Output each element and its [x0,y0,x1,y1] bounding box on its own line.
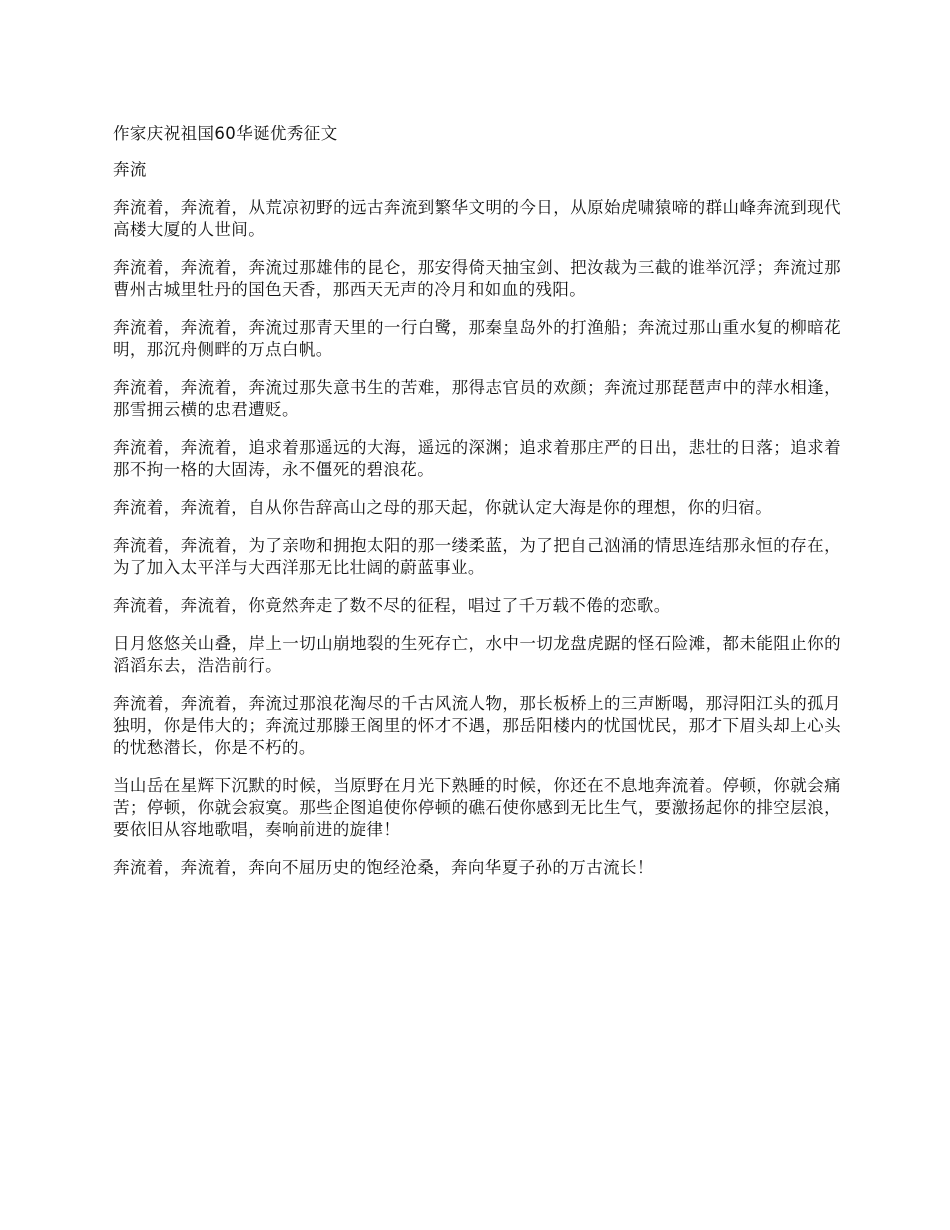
paragraph: 奔流着，奔流着，你竟然奔走了数不尽的征程，唱过了千万载不倦的恋歌。 [113,596,671,615]
paragraph: 当山岳在星辉下沉默的时候，当原野在月光下熟睡的时候，你还在不息地奔流着。停顿，你就会痛苦；停顿，你就会寂寞。那些企图追使你停顿的礁石使你感到无比生气，要激扬起你的排空层浪，要依旧从容地歌唱，奏响前进的旋律！ [113,776,841,839]
paragraph: 奔流着，奔流着，从荒凉初野的远古奔流到繁华文明的今日，从原始虎啸猿啼的群山峰奔流到现代高楼大厦的人世间。 [113,198,841,239]
paragraph: 奔流着，奔流着，奔向不屈历史的饱经沧桑，奔向华夏子孙的万古流长！ [113,858,654,877]
paragraph: 奔流着，奔流着，为了亲吻和拥抱太阳的那一缕柔蓝，为了把自己汹涌的情思连结那永恒的存在，为了加入太平洋与大西洋那无比壮阔的蔚蓝事业。 [113,536,841,577]
document-subtitle: 奔流 [113,160,147,179]
paragraph: 日月悠悠关山叠，岸上一切山崩地裂的生死存亡，水中一切龙盘虎踞的怪石险滩，都未能阻止你的滔滔东去，浩浩前行。 [113,634,841,675]
paragraph: 奔流着，奔流着，追求着那遥远的大海，遥远的深渊；追求着那庄严的日出，悲壮的日落；追求着那不拘一格的大固涛，永不僵死的碧浪花。 [113,438,841,479]
paragraph: 奔流着，奔流着，奔流过那雄伟的昆仑，那安得倚天抽宝剑、把汝裁为三截的谁举沉浮；奔流过那曹州古城里牡丹的国色天香，那西天无声的冷月和如血的残阳。 [113,258,841,299]
paragraph: 奔流着，奔流着，奔流过那青天里的一行白鹭，那秦皇岛外的打渔船；奔流过那山重水复的柳暗花明，那沉舟侧畔的万点白帆。 [113,318,841,359]
document-body [113,123,841,895]
paragraph: 奔流着，奔流着，奔流过那失意书生的苦难，那得志官员的欢颜；奔流过那琵琶声中的萍水相逢，那雪拥云横的忠君遭贬。 [113,378,841,419]
document-title: 作家庆祝祖国60华诞优秀征文 [113,124,338,143]
paragraph: 奔流着，奔流着，奔流过那浪花淘尽的千古风流人物，那长板桥上的三声断喝，那浔阳江头的孤月独明，你是伟大的；奔流过那滕王阁里的怀才不遇，那岳阳楼内的忧国忧民，那才下眉头却上心头的忧愁潜长，你是不朽的。 [113,694,841,757]
paragraph: 奔流着，奔流着，自从你告辞高山之母的那天起，你就认定大海是你的理想，你的归宿。 [113,498,773,517]
